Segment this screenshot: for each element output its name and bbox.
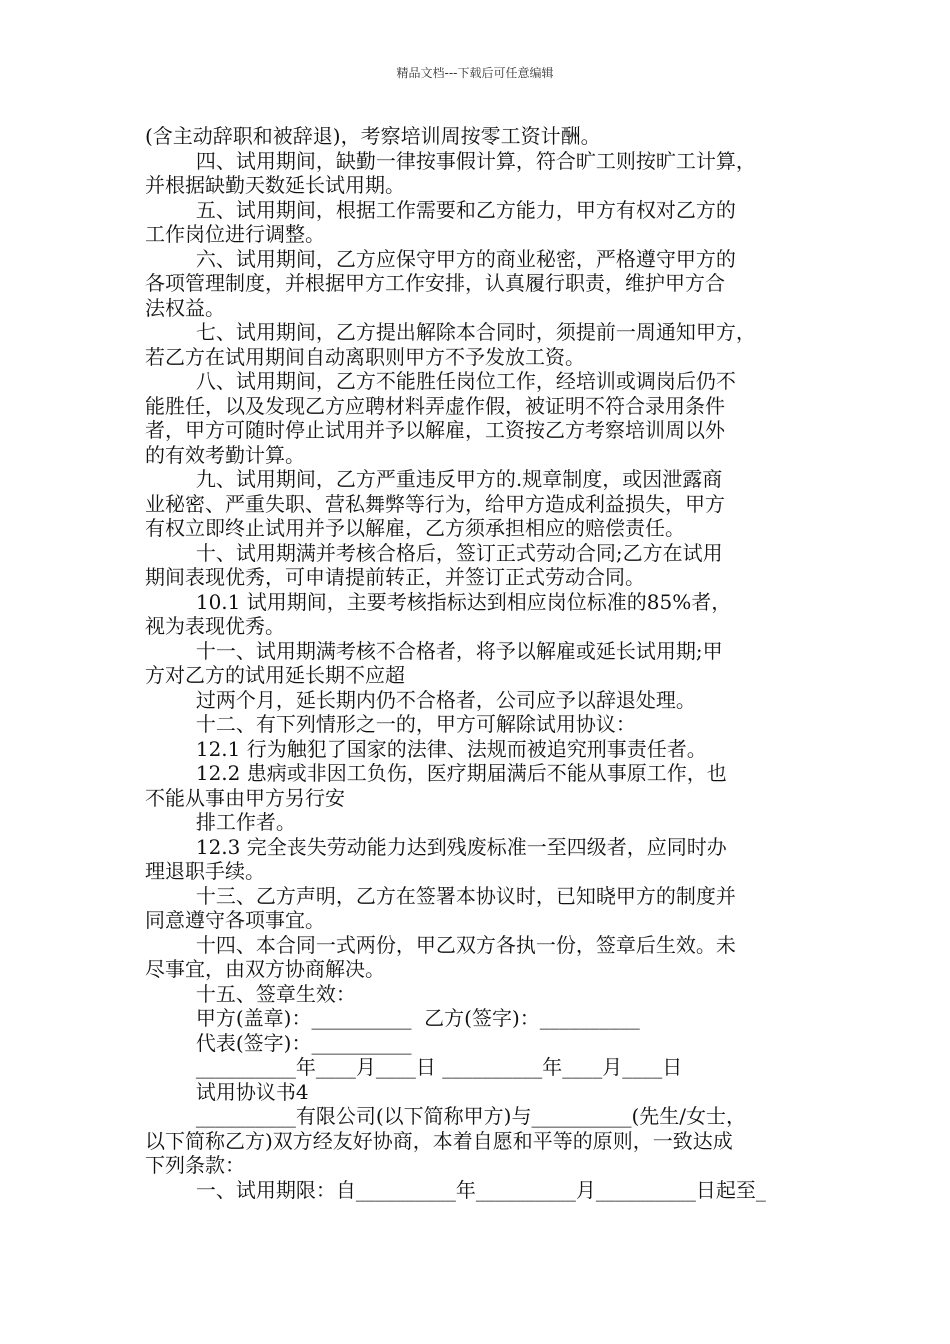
text-line: 十一、试用期满考核不合格者，将予以解雇或延长试用期;甲 bbox=[145, 638, 723, 663]
text-line: 能胜任，以及发现乙方应聘材料弄虚作假，被证明不符合录用条件 bbox=[145, 393, 725, 418]
text-line: 并根据缺勤天数延长试用期。 bbox=[145, 173, 405, 197]
text-line: 工作岗位进行调整。 bbox=[145, 222, 325, 246]
text-line: 以下简称乙方)双方经友好协商，本着自愿和平等的原则，一致达成 bbox=[145, 1128, 733, 1153]
signature-line: 甲方(盖章)：__________ 乙方(签字)：__________ bbox=[145, 1006, 640, 1030]
text-line: 四、试用期间，缺勤一律按事假计算，符合旷工则按旷工计算， bbox=[145, 148, 756, 173]
text-line: 不能从事由甲方另行安 bbox=[145, 785, 345, 810]
text-line: 12.3 完全丧失劳动能力达到残废标准一至四级者，应同时办 bbox=[145, 834, 727, 859]
section-title: 试用协议书4 bbox=[145, 1079, 309, 1104]
text-line: 期间表现优秀，可申请提前转正，并签订正式劳动合同。 bbox=[145, 565, 645, 589]
text-line: 七、试用期间，乙方提出解除本合同时，须提前一周通知甲方， bbox=[145, 320, 756, 344]
text-line: 尽事宜，由双方协商解决。 bbox=[145, 957, 385, 981]
text-line: 十、试用期满并考核合格后，签订正式劳动合同;乙方在试用 bbox=[145, 540, 723, 565]
text-line: 各项管理制度，并根据甲方工作安排，认真履行职责，维护甲方合 bbox=[145, 271, 725, 295]
signature-line: 代表(签字)：__________ bbox=[145, 1030, 412, 1055]
text-line: 法权益。 bbox=[145, 295, 225, 320]
text-line: 五、试用期间，根据工作需要和乙方能力，甲方有权对乙方的 bbox=[145, 197, 736, 222]
text-line: 有权立即终止试用并予以解雇，乙方须承担相应的赔偿责任。 bbox=[145, 516, 685, 540]
text-line: 12.2 患病或非因工负伤，医疗期届满后不能从事原工作，也 bbox=[145, 761, 727, 785]
document-body bbox=[145, 124, 815, 1202]
text-line: __________有限公司(以下简称甲方)与__________(先生/女士， bbox=[145, 1104, 747, 1128]
page-header: 精品文档---下载后可任意编辑 bbox=[396, 66, 554, 80]
date-line: __________年____月____日 __________年____月____日 bbox=[145, 1055, 683, 1079]
text-line: 者，甲方可随时停止试用并予以解雇，工资按乙方考察培训周以外 bbox=[145, 418, 725, 442]
text-line: 一、试用期限：自__________年__________月__________日起至_ bbox=[145, 1177, 766, 1202]
text-line: 十五、签章生效： bbox=[145, 981, 356, 1006]
text-line: 若乙方在试用期间自动离职则甲方不予发放工资。 bbox=[145, 344, 585, 369]
text-line: 十四、本合同一式两份，甲乙双方各执一份，签章后生效。未 bbox=[145, 932, 736, 957]
text-line: 同意遵守各项事宜。 bbox=[145, 908, 325, 932]
text-line: 下列条款： bbox=[145, 1153, 245, 1177]
text-line: 理退职手续。 bbox=[145, 859, 265, 883]
text-line: 12.1 行为触犯了国家的法律、法规而被追究刑事责任者。 bbox=[145, 736, 707, 761]
text-line: 业秘密、严重失职、营私舞弊等行为，给甲方造成利益损失，甲方 bbox=[145, 491, 725, 516]
text-line: 九、试用期间，乙方严重违反甲方的.规章制度，或因泄露商 bbox=[145, 467, 723, 491]
text-line: 六、试用期间，乙方应保守甲方的商业秘密，严格遵守甲方的 bbox=[145, 246, 736, 271]
text-line: 10.1 试用期间，主要考核指标达到相应岗位标准的85%者， bbox=[145, 589, 732, 614]
text-line: 方对乙方的试用延长期不应超 bbox=[145, 663, 405, 687]
text-line: (含主动辞职和被辞退)，考察培训周按零工资计酬。 bbox=[145, 124, 601, 148]
text-line: 十二、有下列情形之一的，甲方可解除试用协议： bbox=[145, 712, 636, 736]
text-line: 的有效考勤计算。 bbox=[145, 442, 305, 467]
text-line: 视为表现优秀。 bbox=[145, 614, 285, 638]
text-line: 十三、乙方声明，乙方在签署本协议时，已知晓甲方的制度并 bbox=[145, 883, 736, 908]
text-line: 排工作者。 bbox=[145, 810, 296, 834]
text-line: 过两个月，延长期内仍不合格者，公司应予以辞退处理。 bbox=[145, 687, 696, 712]
text-line: 八、试用期间，乙方不能胜任岗位工作，经培训或调岗后仍不 bbox=[145, 369, 736, 393]
